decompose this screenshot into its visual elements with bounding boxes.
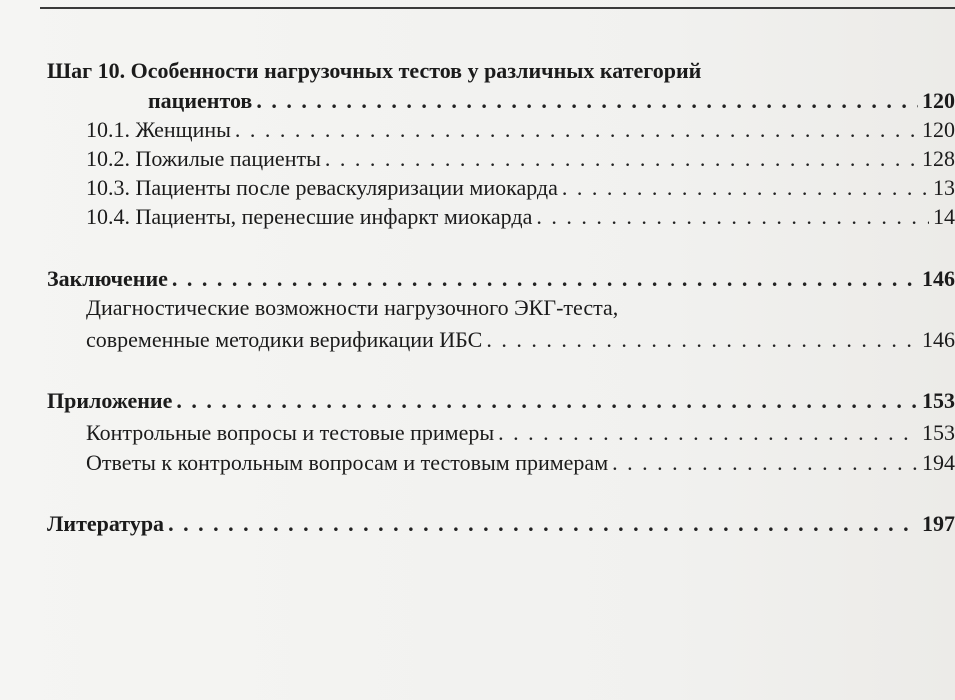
toc-entry-title: Заключение: [47, 266, 168, 291]
toc-entry-page: 194: [922, 450, 955, 475]
toc-entry-10-4[interactable]: [86, 204, 955, 230]
leader-dots: [486, 327, 918, 353]
toc-entry-appendix[interactable]: [47, 388, 955, 414]
top-rule: [40, 7, 955, 9]
toc-entry-page: 146: [922, 327, 955, 352]
toc-entry-answers[interactable]: [86, 450, 955, 476]
leader-dots: [536, 204, 929, 230]
toc-entry-page: 153: [922, 420, 955, 445]
toc-entry-10-2[interactable]: [86, 146, 955, 172]
toc-entry-title: Литература: [47, 511, 165, 536]
toc-entry-control-questions[interactable]: [86, 420, 955, 446]
leader-dots: [256, 88, 918, 114]
toc-entry-title: Ответы к контрольным вопросам и тестовым примерам: [86, 450, 609, 475]
toc-entry-step10[interactable]: [148, 88, 955, 114]
toc-entry-page: 128: [922, 146, 955, 171]
leader-dots: [172, 266, 918, 292]
leader-dots: [562, 175, 929, 201]
leader-dots: [168, 511, 918, 537]
toc-entry-title: Контрольные вопросы и тестовые примеры: [86, 420, 495, 445]
toc-entry-page: 197: [922, 511, 955, 536]
toc-entry-diagnostics-line1: Диагностические возможности нагрузочного ЭКГ-теста,: [86, 295, 619, 320]
toc-entry-page: 153: [922, 388, 955, 413]
leader-dots: [325, 146, 918, 172]
leader-dots: [498, 420, 918, 446]
toc-entry-title: Приложение: [47, 388, 173, 413]
toc-entry-page: 120: [922, 117, 955, 142]
leader-dots: [176, 388, 918, 414]
leader-dots: [235, 117, 918, 143]
leader-dots: [612, 450, 918, 476]
toc-entry-page: 120: [922, 88, 955, 113]
toc-entry-title: современные методики верификации ИБС: [86, 327, 483, 352]
toc-entry-title: 10.3. Пациенты после реваскуляризации миокарда: [86, 175, 558, 200]
toc-entry-diagnostics[interactable]: [86, 327, 955, 353]
toc-entry-title: пациентов: [148, 88, 253, 113]
toc-entry-literature[interactable]: [47, 511, 955, 537]
toc-entry-10-3[interactable]: [86, 175, 955, 201]
toc-entry-page: 146: [922, 266, 955, 291]
toc-entry-step10-line1: Шаг 10. Особенности нагрузочных тестов у различных категорий: [47, 58, 702, 83]
toc-entry-page: 14: [933, 204, 955, 229]
toc-entry-conclusion[interactable]: [47, 266, 955, 292]
toc-entry-title: 10.2. Пожилые пациенты: [86, 146, 321, 171]
toc-entry-title: 10.1. Женщины: [86, 117, 231, 142]
toc-entry-title: 10.4. Пациенты, перенесшие инфаркт миокарда: [86, 204, 533, 229]
toc-entry-page: 13: [933, 175, 955, 200]
toc-entry-10-1[interactable]: [86, 117, 955, 143]
